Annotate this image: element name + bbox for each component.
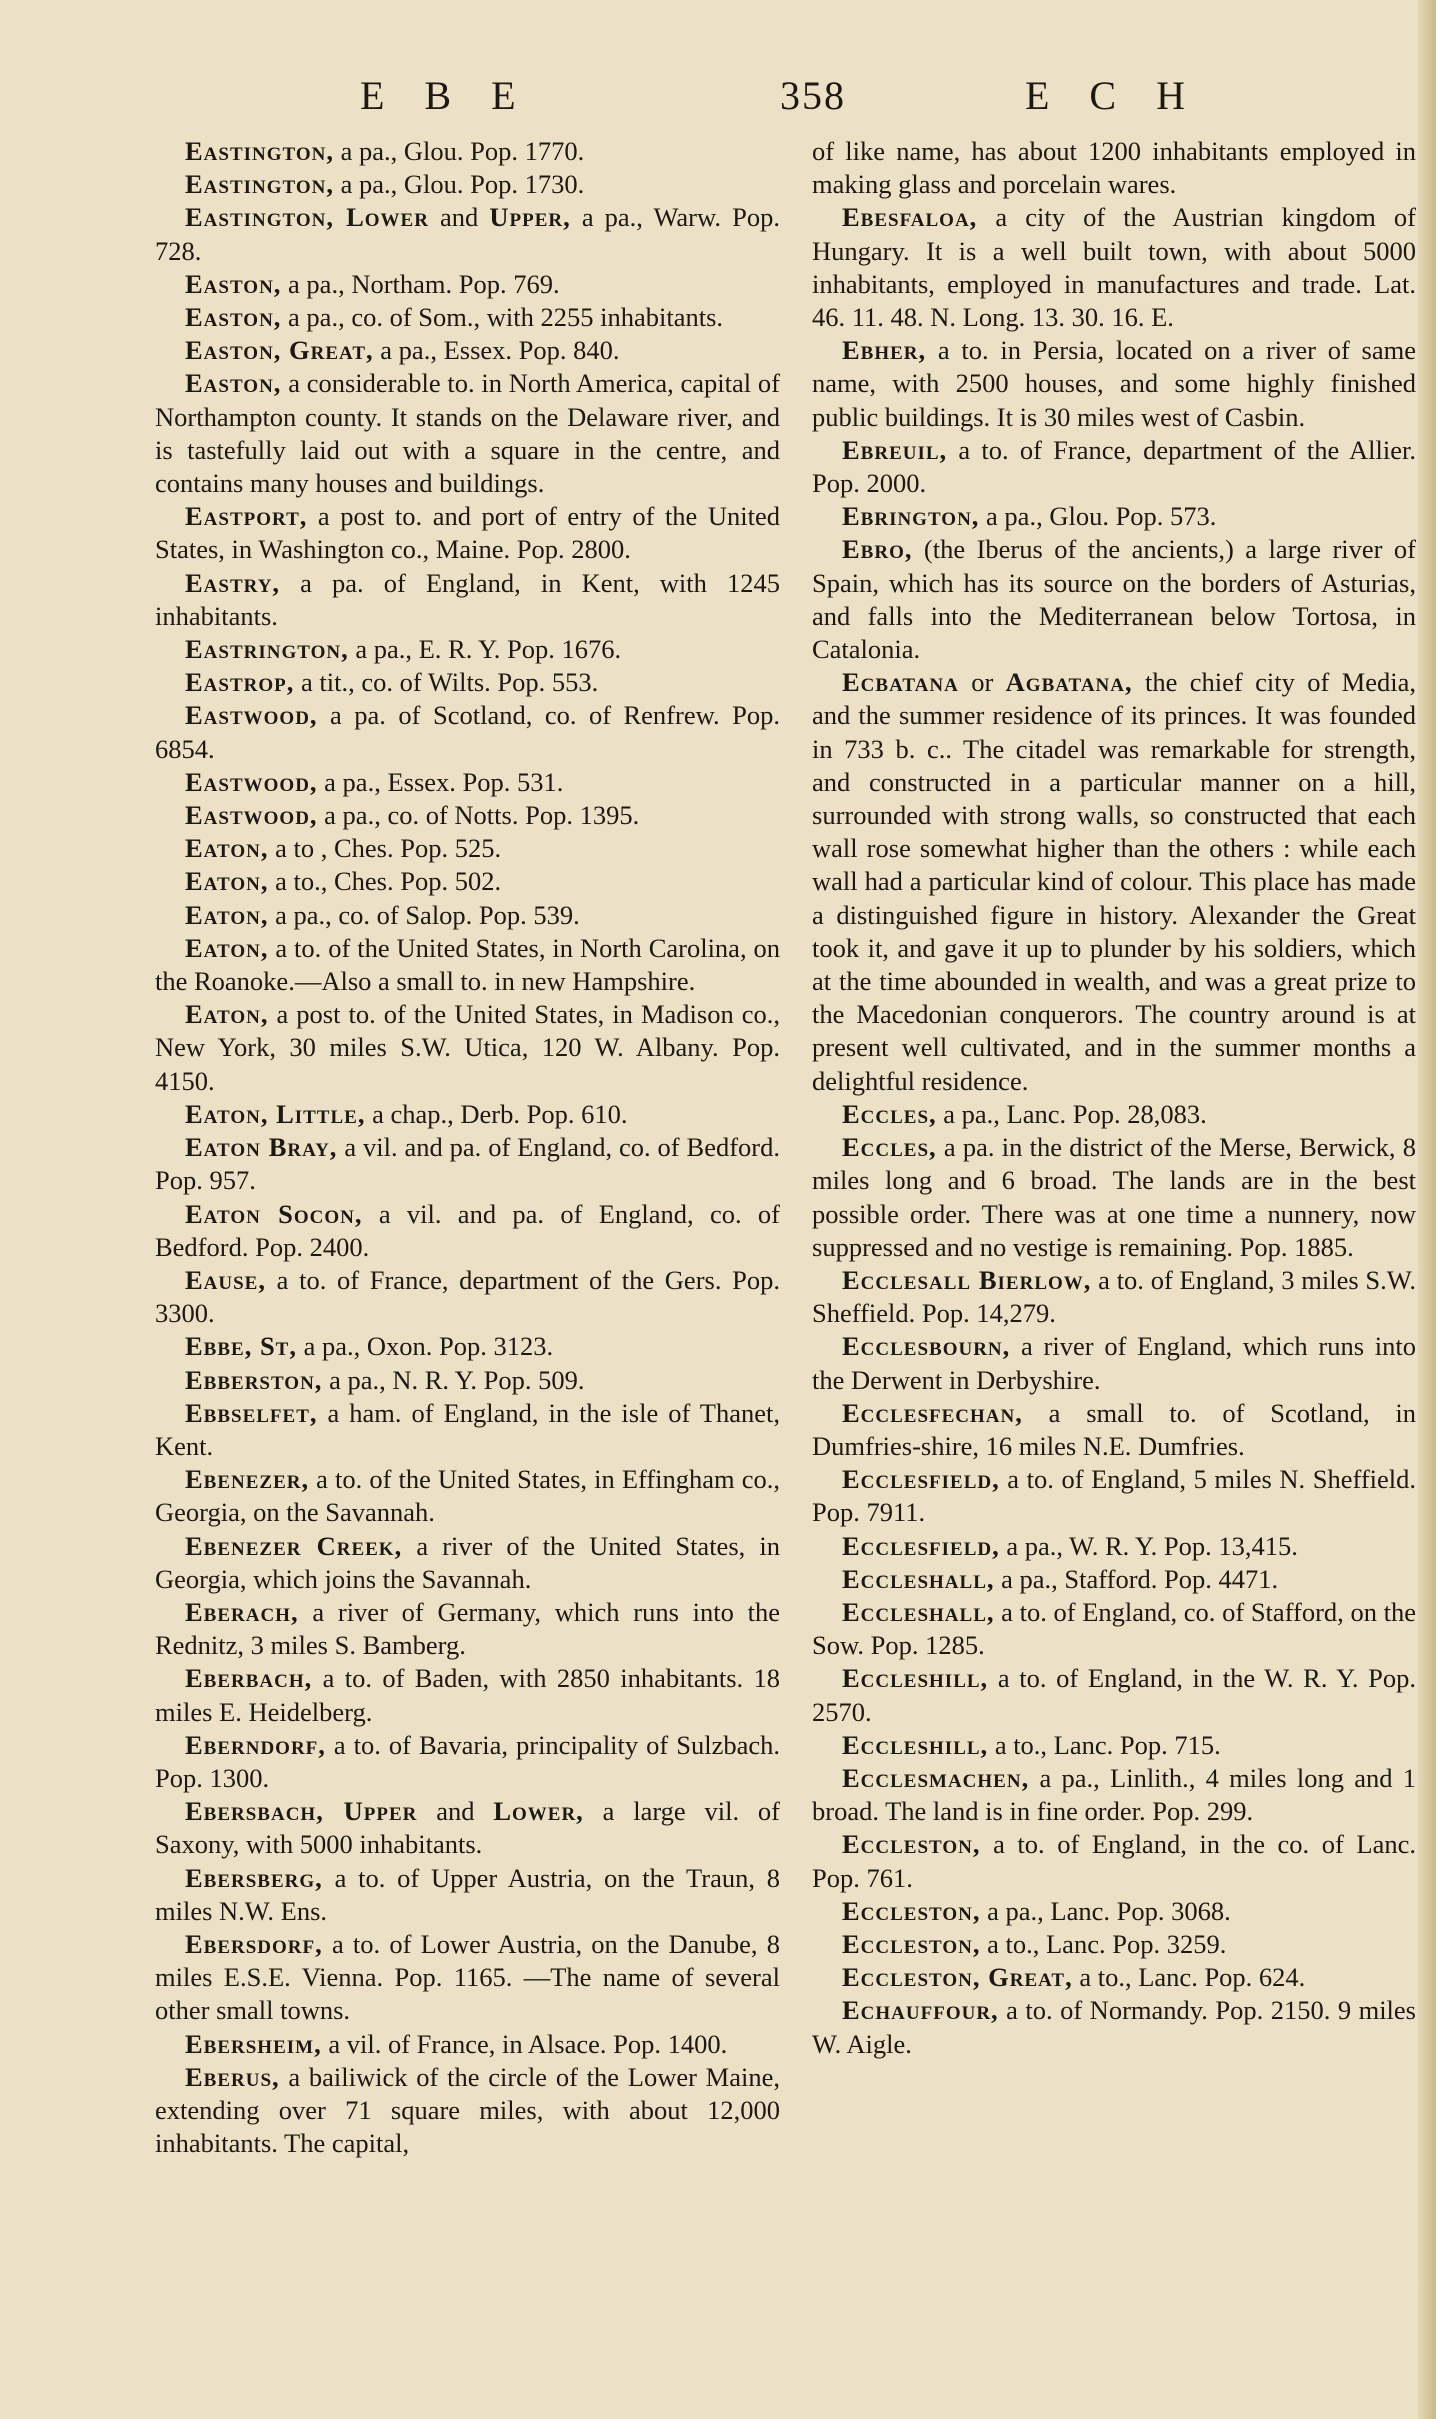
entry-headword: Eastrington,	[185, 634, 349, 665]
gazetteer-entry	[155, 2028, 780, 2061]
entry-text: a pa. of England, in Kent, with 1245 inhabitants.	[155, 567, 780, 631]
entry-text: a to. of France, department of the Gers. Pop. 3300.	[155, 1264, 780, 1329]
entry-headword: Eaton,	[185, 899, 269, 930]
gazetteer-entry	[155, 1264, 780, 1330]
gazetteer-entry	[812, 500, 1416, 533]
entry-text: a ham. of England, in the isle of Thanet, Kent.	[155, 1397, 780, 1461]
gazetteer-entry	[155, 301, 780, 334]
entry-text: a to. of Normandy. Pop. 2150. 9 miles W. Aigle.	[812, 1995, 1416, 2059]
entry-headword: Agbatana,	[1005, 667, 1133, 698]
gazetteer-entry	[812, 135, 1416, 201]
entry-text: a pa., Oxon. Pop. 3123.	[296, 1331, 554, 1362]
entry-headword: Eaton,	[185, 833, 269, 864]
gazetteer-entry	[155, 899, 780, 932]
entry-headword: Eberach,	[185, 1596, 299, 1627]
entry-text: a pa., Essex. Pop. 840.	[373, 335, 620, 366]
entry-text: a river of the United States, in Georgia, which joins the Savannah.	[155, 1530, 780, 1594]
entry-headword: Eberbach,	[185, 1663, 313, 1694]
gazetteer-entry	[812, 1828, 1416, 1894]
gazetteer-entry	[812, 1530, 1416, 1563]
entry-text: (the Iberus of the ancients,) a large river of Spain, which has its source on the borders of Asturias, and falls into the Mediterranean below Tortosa, in Catalonia.	[812, 534, 1416, 665]
header-right-guide-word: E C H	[1025, 73, 1187, 118]
page-number: 358	[780, 73, 846, 118]
entry-headword: Ebberston,	[185, 1364, 323, 1395]
entry-text: a to., Lanc. Pop. 715.	[988, 1729, 1221, 1760]
entry-text: a pa., Glou. Pop. 573.	[979, 501, 1217, 532]
entry-headword: Ebesfaloa,	[842, 202, 978, 233]
entry-headword: Ebbe, St,	[185, 1331, 297, 1362]
entry-headword: Ebersberg,	[185, 1862, 323, 1893]
entry-text: a to. of England, 3 miles S.W. Sheffield. Pop. 14,279.	[812, 1264, 1416, 1329]
gazetteer-entry	[155, 1729, 780, 1795]
entry-headword: Eccleshill,	[842, 1729, 989, 1760]
gazetteer-entry	[155, 168, 780, 201]
gazetteer-entry	[155, 666, 780, 699]
entry-text: a tit., co. of Wilts. Pop. 553.	[294, 667, 599, 698]
gazetteer-entry	[812, 1397, 1416, 1463]
entry-text: a to. of England, 5 miles N. Sheffield. Pop. 7911.	[812, 1464, 1416, 1528]
entry-headword: Eastwood,	[185, 800, 318, 831]
gazetteer-entry	[155, 865, 780, 898]
entry-text: a pa., W. R. Y. Pop. 13,415.	[999, 1530, 1298, 1561]
gazetteer-entry	[155, 1131, 780, 1197]
entry-text: a river of England, which runs into the Derwent in Derbyshire.	[812, 1331, 1416, 1395]
entry-headword: Eaton Bray,	[185, 1132, 338, 1163]
entry-text: a to. of England, in the co. of Lanc. Pop. 761.	[812, 1829, 1416, 1893]
entry-text: a chap., Derb. Pop. 610.	[365, 1098, 628, 1129]
gazetteer-entry	[155, 500, 780, 566]
entry-text: a to. of Baden, with 2850 inhabitants. 18 miles E. Heidelberg.	[155, 1663, 780, 1727]
entry-text: a to. of Lower Austria, on the Danube, 8 miles E.S.E. Vienna. Pop. 1165. —The name of several other small towns.	[155, 1928, 780, 2026]
entry-text: a to. in Persia, located on a river of same name, with 2500 houses, and some highly finished public buildings. It is 30 miles west of Casbin.	[812, 335, 1416, 432]
entry-text: a pa., co. of Salop. Pop. 539.	[268, 899, 580, 930]
entry-headword: Eccleston, Great,	[842, 1962, 1073, 1993]
entry-text: a pa., Lanc. Pop. 3068.	[980, 1895, 1231, 1926]
entry-text: a pa., Glou. Pop. 1770.	[334, 136, 585, 166]
right-column	[812, 135, 1416, 2061]
gazetteer-entry	[155, 1463, 780, 1529]
gazetteer-entry	[155, 633, 780, 666]
entry-text: a to., Lanc. Pop. 3259.	[980, 1928, 1227, 1959]
left-column	[155, 135, 780, 2160]
entry-text: and	[417, 1796, 494, 1827]
gazetteer-entry	[812, 201, 1416, 334]
entry-text: and	[428, 202, 490, 233]
entry-headword: Ebersheim,	[185, 2028, 322, 2059]
entry-text: a pa., Lanc. Pop. 28,083.	[936, 1098, 1207, 1129]
entry-headword: Lower,	[493, 1796, 584, 1827]
entry-text: a to., Ches. Pop. 502.	[268, 866, 502, 897]
entry-text: a pa., Glou. Pop. 1730.	[334, 169, 585, 200]
entry-headword: Ecclesfield,	[842, 1530, 1000, 1561]
entry-headword: Easton,	[185, 302, 282, 333]
gazetteer-entry	[155, 699, 780, 765]
gazetteer-entry	[155, 1662, 780, 1728]
entry-headword: Eastport,	[185, 501, 308, 532]
entry-headword: Ebenezer Creek,	[185, 1530, 403, 1561]
gazetteer-entry	[812, 1662, 1416, 1728]
gazetteer-entry	[812, 533, 1416, 666]
running-header	[150, 72, 1420, 132]
gazetteer-entry	[812, 1895, 1416, 1928]
entry-headword: Eastwood,	[185, 766, 318, 797]
gazetteer-entry	[812, 1563, 1416, 1596]
gazetteer-entry	[812, 1994, 1416, 2060]
entry-headword: Echauffour,	[842, 1995, 999, 2026]
entry-text: a to. of England, co. of Stafford, on the Sow. Pop. 1285.	[812, 1596, 1416, 1661]
entry-headword: Ebenezer,	[185, 1464, 310, 1495]
gazetteer-entry	[155, 1928, 780, 2028]
entry-text: a to. of France, department of the Allier. Pop. 2000.	[812, 434, 1416, 499]
entry-headword: Ebbselfet,	[185, 1397, 318, 1428]
entry-text: a pa., co. of Notts. Pop. 1395.	[317, 800, 640, 831]
entry-text: a post to. of the United States, in Madison co., New York, 30 miles S.W. Utica, 120 W. Albany. Pop. 4150.	[155, 999, 780, 1096]
entry-headword: Ecclesfield,	[842, 1464, 1000, 1495]
entry-text: a vil. and pa. of England, co. of Bedford. Pop. 957.	[155, 1132, 780, 1196]
gazetteer-entry	[155, 201, 780, 267]
entry-headword: Ebersbach, Upper	[185, 1796, 418, 1827]
entry-headword: Eastington, Lower	[185, 202, 429, 233]
entry-headword: Eccleston,	[842, 1829, 981, 1860]
entry-text: a pa., Linlith., 4 miles long and 1 broad. The land is in fine order. Pop. 299.	[812, 1762, 1416, 1827]
gazetteer-entry	[155, 932, 780, 998]
entry-headword: Eccleshall,	[842, 1596, 995, 1627]
entry-headword: Eaton,	[185, 999, 269, 1030]
entry-text: a to. of Bavaria, principality of Sulzbach. Pop. 1300.	[155, 1729, 780, 1793]
entry-text: a small to. of Scotland, in Dumfries-shire, 16 miles N.E. Dumfries.	[812, 1397, 1416, 1461]
entry-text: a pa. of Scotland, co. of Renfrew. Pop. 6854.	[155, 700, 780, 764]
entry-headword: Eccles,	[842, 1098, 937, 1129]
entry-headword: Eccleston,	[842, 1928, 981, 1959]
gazetteer-entry	[155, 1364, 780, 1397]
gazetteer-entry	[155, 1330, 780, 1363]
entry-text: a vil. of France, in Alsace. Pop. 1400.	[321, 2028, 728, 2059]
gazetteer-entry	[155, 367, 780, 500]
entry-headword: Eastington,	[185, 136, 334, 166]
entry-text: a bailiwick of the circle of the Lower Maine, extending over 71 square miles, with about 12,000 inhabitants. The capital,	[155, 2061, 780, 2159]
gazetteer-entry	[155, 998, 780, 1098]
entry-headword: Eberus,	[185, 2061, 280, 2092]
gazetteer-entry	[155, 1098, 780, 1131]
entry-headword: Eccleston,	[842, 1895, 981, 1926]
entry-text: a to. of England, in the W. R. Y. Pop. 2570.	[812, 1663, 1416, 1727]
entry-headword: Ebersdorf,	[185, 1928, 323, 1959]
entry-headword: Ecbatana	[842, 667, 959, 698]
entry-headword: Eaton Socon,	[185, 1198, 363, 1229]
entry-headword: Ecclesfechan,	[842, 1397, 1023, 1428]
entry-text: of like name, has about 1200 inhabitants employed in making glass and porcelain wares.	[812, 136, 1416, 200]
entry-headword: Eastry,	[185, 567, 281, 598]
entry-headword: Ecclesmachen,	[842, 1762, 1030, 1793]
entry-text: a pa., Stafford. Pop. 4471.	[994, 1563, 1279, 1594]
entry-text: a vil. and pa. of England, co. of Bedford. Pop. 2400.	[155, 1198, 780, 1262]
gazetteer-entry	[155, 567, 780, 633]
gazetteer-entry	[155, 1862, 780, 1928]
gazetteer-entry	[812, 1131, 1416, 1264]
gazetteer-entry	[812, 334, 1416, 434]
entry-headword: Eaton, Little,	[185, 1098, 366, 1129]
entry-text: a post to. and port of entry of the United States, in Washington co., Maine. Pop. 2800.	[155, 501, 780, 565]
entry-headword: Upper,	[489, 202, 571, 233]
entry-headword: Ebrington,	[842, 501, 980, 532]
entry-text: a to. of the United States, in North Carolina, on the Roanoke.—Also a small to. in new Hampshire.	[155, 932, 780, 997]
entry-headword: Eastwood,	[185, 700, 318, 731]
gazetteer-entry	[812, 1596, 1416, 1662]
entry-text: a considerable to. in North America, capital of Northampton county. It stands on the Delaware river, and is tastefully laid out with a square in the centre, and contains many houses and buildings.	[155, 368, 780, 499]
entry-text: a river of Germany, which runs into the Rednitz, 3 miles S. Bamberg.	[155, 1596, 780, 1661]
entry-text: a pa., E. R. Y. Pop. 1676.	[348, 634, 622, 665]
entry-text: a pa., Essex. Pop. 531.	[317, 766, 564, 797]
gazetteer-entry	[812, 1729, 1416, 1762]
gazetteer-entry	[155, 1795, 780, 1861]
entry-text: a pa., Northam. Pop. 769.	[281, 268, 560, 299]
gazetteer-entry	[155, 832, 780, 865]
gazetteer-entry	[812, 1264, 1416, 1330]
gazetteer-entry	[155, 268, 780, 301]
entry-headword: Ecclesall Bierlow,	[842, 1264, 1092, 1295]
gazetteer-entry	[812, 1928, 1416, 1961]
entry-text: a to , Ches. Pop. 525.	[268, 833, 502, 864]
gazetteer-entry	[155, 334, 780, 367]
entry-text: the chief city of Media, and the summer residence of its princes. It was founded in 733 b. c.. The citadel was remarkable for strength, and constructed in a particular manner on a hill, surrounded with strong walls, so constructed that each wall rose somewhat higher than the others : while each wall had a particular kind of colour. This place has made a distinguished figure in history. Alexander the Great took it, and gave it up to plunder by his soldiers, which at the time abounded in wealth, and was a great prize to the Macedonian conquerors. The country around is at present well cultivated, and in the summer months a delightful residence.	[812, 667, 1416, 1096]
gazetteer-entry	[155, 766, 780, 799]
gazetteer-entry	[155, 2061, 780, 2161]
page-edge	[1418, 0, 1436, 2419]
entry-headword: Easton, Great,	[185, 335, 374, 366]
entry-headword: Ebher,	[842, 335, 927, 366]
entry-text: a to. of the United States, in Effingham co., Georgia, on the Savannah.	[155, 1464, 780, 1528]
entry-headword: Eberndorf,	[185, 1729, 326, 1760]
entry-text: a pa. in the district of the Merse, Berwick, 8 miles long and 6 broad. The lands are in the best possible order. There was at one time a nunnery, now suppressed and no vestige is remaining. Pop. 1885.	[812, 1132, 1416, 1262]
entry-text: or	[958, 667, 1006, 698]
entry-headword: Eaton,	[185, 866, 269, 897]
entry-text: a pa., Warw. Pop. 728.	[155, 202, 780, 266]
gazetteer-entry	[812, 1961, 1416, 1994]
entry-headword: Easton,	[185, 368, 282, 399]
entry-text: a to. of Upper Austria, on the Traun, 8 miles N.W. Ens.	[155, 1862, 780, 1926]
entry-headword: Eastrop,	[185, 667, 295, 698]
entry-headword: Ebreuil,	[842, 434, 948, 465]
entry-text: a to., Lanc. Pop. 624.	[1072, 1962, 1306, 1993]
entry-headword: Eccles,	[842, 1132, 937, 1163]
entry-text: a pa., co. of Som., with 2255 inhabitants.	[281, 302, 724, 333]
entry-headword: Eccleshill,	[842, 1663, 989, 1694]
entry-headword: Eccleshall,	[842, 1563, 995, 1594]
gazetteer-entry	[155, 135, 780, 168]
gazetteer-entry	[155, 1397, 780, 1463]
gazetteer-entry	[812, 1098, 1416, 1131]
gazetteer-entry	[155, 1530, 780, 1596]
gazetteer-entry	[155, 799, 780, 832]
header-left-guide-word: E B E	[360, 73, 518, 118]
gazetteer-entry	[155, 1596, 780, 1662]
gazetteer-entry	[812, 1463, 1416, 1529]
gazetteer-entry	[812, 1762, 1416, 1828]
entry-text: a large vil. of Saxony, with 5000 inhabitants.	[155, 1796, 781, 1860]
entry-headword: Ebro,	[842, 534, 913, 565]
entry-headword: Eastington,	[185, 169, 334, 200]
entry-headword: Ecclesbourn,	[842, 1331, 1011, 1362]
entry-headword: Eaton,	[185, 932, 269, 963]
entry-text: a city of the Austrian kingdom of Hungary. It is a well built town, with about 5000 inhabitants, employed in manufactures and trade. Lat. 46. 11. 48. N. Long. 13. 30. 16. E.	[812, 202, 1416, 333]
entry-headword: Eause,	[185, 1264, 266, 1295]
gazetteer-entry	[812, 666, 1416, 1098]
gazetteer-entry	[812, 1330, 1416, 1396]
entry-headword: Easton,	[185, 268, 282, 299]
gazetteer-entry	[812, 434, 1416, 500]
entry-text: a pa., N. R. Y. Pop. 509.	[322, 1364, 585, 1395]
gazetteer-entry	[155, 1198, 780, 1264]
